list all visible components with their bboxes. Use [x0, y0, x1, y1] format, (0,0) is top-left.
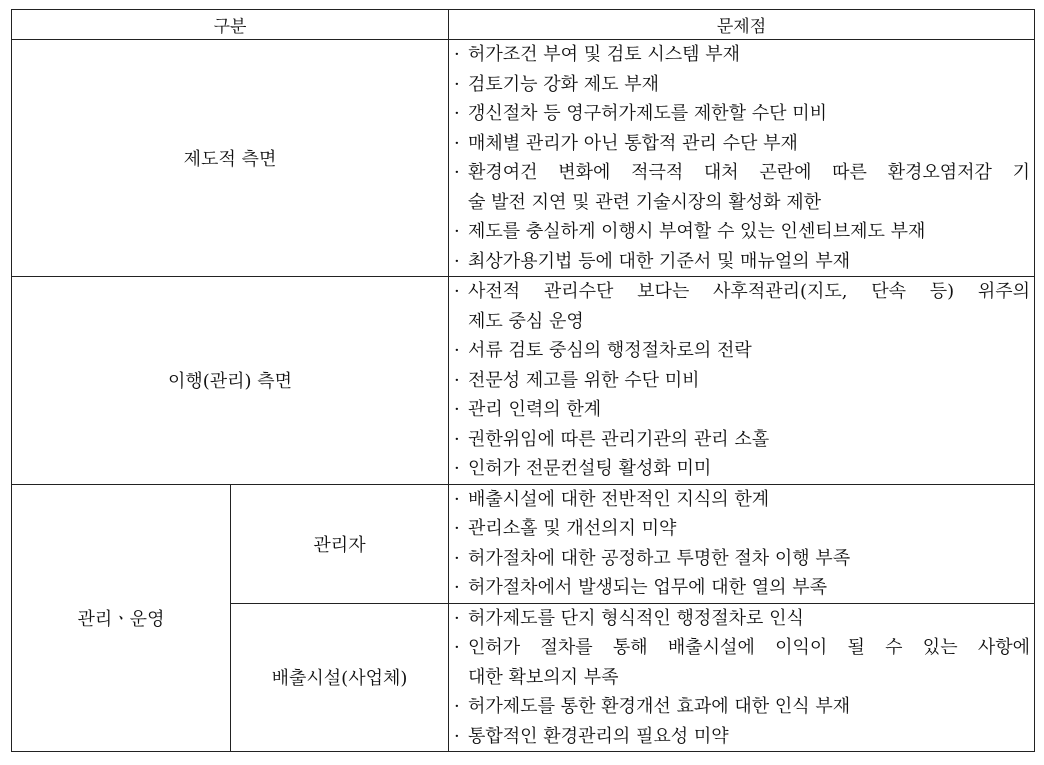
problems-implementation	[449, 277, 1035, 485]
problems-facility	[449, 603, 1035, 752]
bullet-mark: ·	[454, 250, 460, 272]
bullet-mark: ·	[454, 607, 460, 629]
bullet-mark: ·	[454, 340, 460, 361]
header-problems: 문제점	[449, 10, 1035, 40]
bullet-mark: ·	[454, 518, 460, 539]
section-row-manager	[12, 484, 1035, 603]
problems-manager	[449, 484, 1035, 603]
problem-line: · 허가절차에 대한 공정하고 투명한 절차 이행 부족	[454, 544, 1030, 574]
bullet-mark: ·	[454, 44, 460, 65]
category-operations: 관리ㆍ운영	[12, 484, 231, 752]
problem-line-continued: 술 발전 지연 및 관련 기술시장의 활성화 제한	[468, 191, 822, 213]
bullet-mark: ·	[454, 725, 460, 747]
problem-line: · 권한위임에 따른 관리기관의 관리 소홀	[454, 425, 1030, 455]
bullet-mark: ·	[454, 162, 460, 183]
problem-line: · 인허가 절차를 통해 배출시설에 이익이 될 수 있는 사항에	[454, 633, 1030, 663]
bullet-mark: ·	[454, 458, 460, 479]
problem-line: · 최상가용기법 등에 대한 기준서 및 매뉴얼의 부재	[454, 247, 1030, 277]
bullet-mark: ·	[454, 488, 460, 510]
problem-line: · 검토기능 강화 제도 부재	[454, 70, 1030, 100]
problem-line-continued: 대한 확보의지 부족	[468, 666, 619, 688]
subcategory-manager: 관리자	[231, 484, 449, 603]
problem-line: · 허가제도를 단지 형식적인 행정절차로 인식	[454, 604, 1030, 634]
problem-line: · 환경여건 변화에 적극적 대처 곤란에 따른 환경오염저감 기	[454, 158, 1030, 188]
bullet-mark: ·	[454, 132, 460, 154]
problem-line: · 매체별 관리가 아닌 통합적 관리 수단 부재	[454, 129, 1030, 159]
bullet-mark: ·	[454, 399, 460, 420]
problem-line: · 서류 검토 중심의 행정절차로의 전락	[454, 336, 1030, 366]
category-implementation: 이행(관리) 측면	[12, 277, 449, 485]
bullet-mark: ·	[454, 696, 460, 717]
problem-line: · 허가절차에서 발생되는 업무에 대한 열의 부족	[454, 573, 1030, 603]
problem-line: · 통합적인 환경관리의 필요성 미약	[454, 722, 1030, 752]
problem-line: · 제도를 충실하게 이행시 부여할 수 있는 인센티브제도 부재	[454, 217, 1030, 247]
problem-line: · 전문성 제고를 위한 수단 미비	[454, 366, 1030, 396]
problem-line: · 관리 인력의 한계	[454, 395, 1030, 425]
bullet-mark: ·	[454, 637, 460, 658]
problem-line: · 허가제도를 통한 환경개선 효과에 대한 인식 부재	[454, 692, 1030, 722]
problem-line: · 사전적 관리수단 보다는 사후적관리(지도, 단속 등) 위주의	[454, 277, 1030, 307]
section-row-implementation	[12, 277, 1035, 485]
problem-line: · 갱신절차 등 영구허가제도를 제한할 수단 미비	[454, 99, 1030, 129]
bullet-mark: ·	[454, 547, 460, 569]
bullet-mark: ·	[454, 221, 460, 242]
header-row	[12, 10, 1035, 40]
problems-table	[11, 9, 1035, 752]
section-row-institutional	[12, 40, 1035, 277]
problem-line: · 허가조건 부여 및 검토 시스템 부재	[454, 40, 1030, 70]
problem-line: · 관리소홀 및 개선의지 미약	[454, 514, 1030, 544]
subcategory-facility: 배출시설(사업체)	[231, 603, 449, 752]
bullet-mark: ·	[454, 73, 460, 95]
bullet-mark: ·	[454, 428, 460, 450]
bullet-mark: ·	[454, 369, 460, 391]
bullet-mark: ·	[454, 577, 460, 598]
header-category: 구분	[12, 10, 449, 40]
bullet-mark: ·	[454, 103, 460, 124]
problem-line: · 인허가 전문컨설팅 활성화 미미	[454, 454, 1030, 484]
problem-line: · 배출시설에 대한 전반적인 지식의 한계	[454, 485, 1030, 515]
problem-line-continued: 제도 중심 운영	[468, 310, 584, 332]
problems-institutional	[449, 40, 1035, 277]
category-institutional: 제도적 측면	[12, 40, 449, 277]
bullet-mark: ·	[454, 281, 460, 302]
